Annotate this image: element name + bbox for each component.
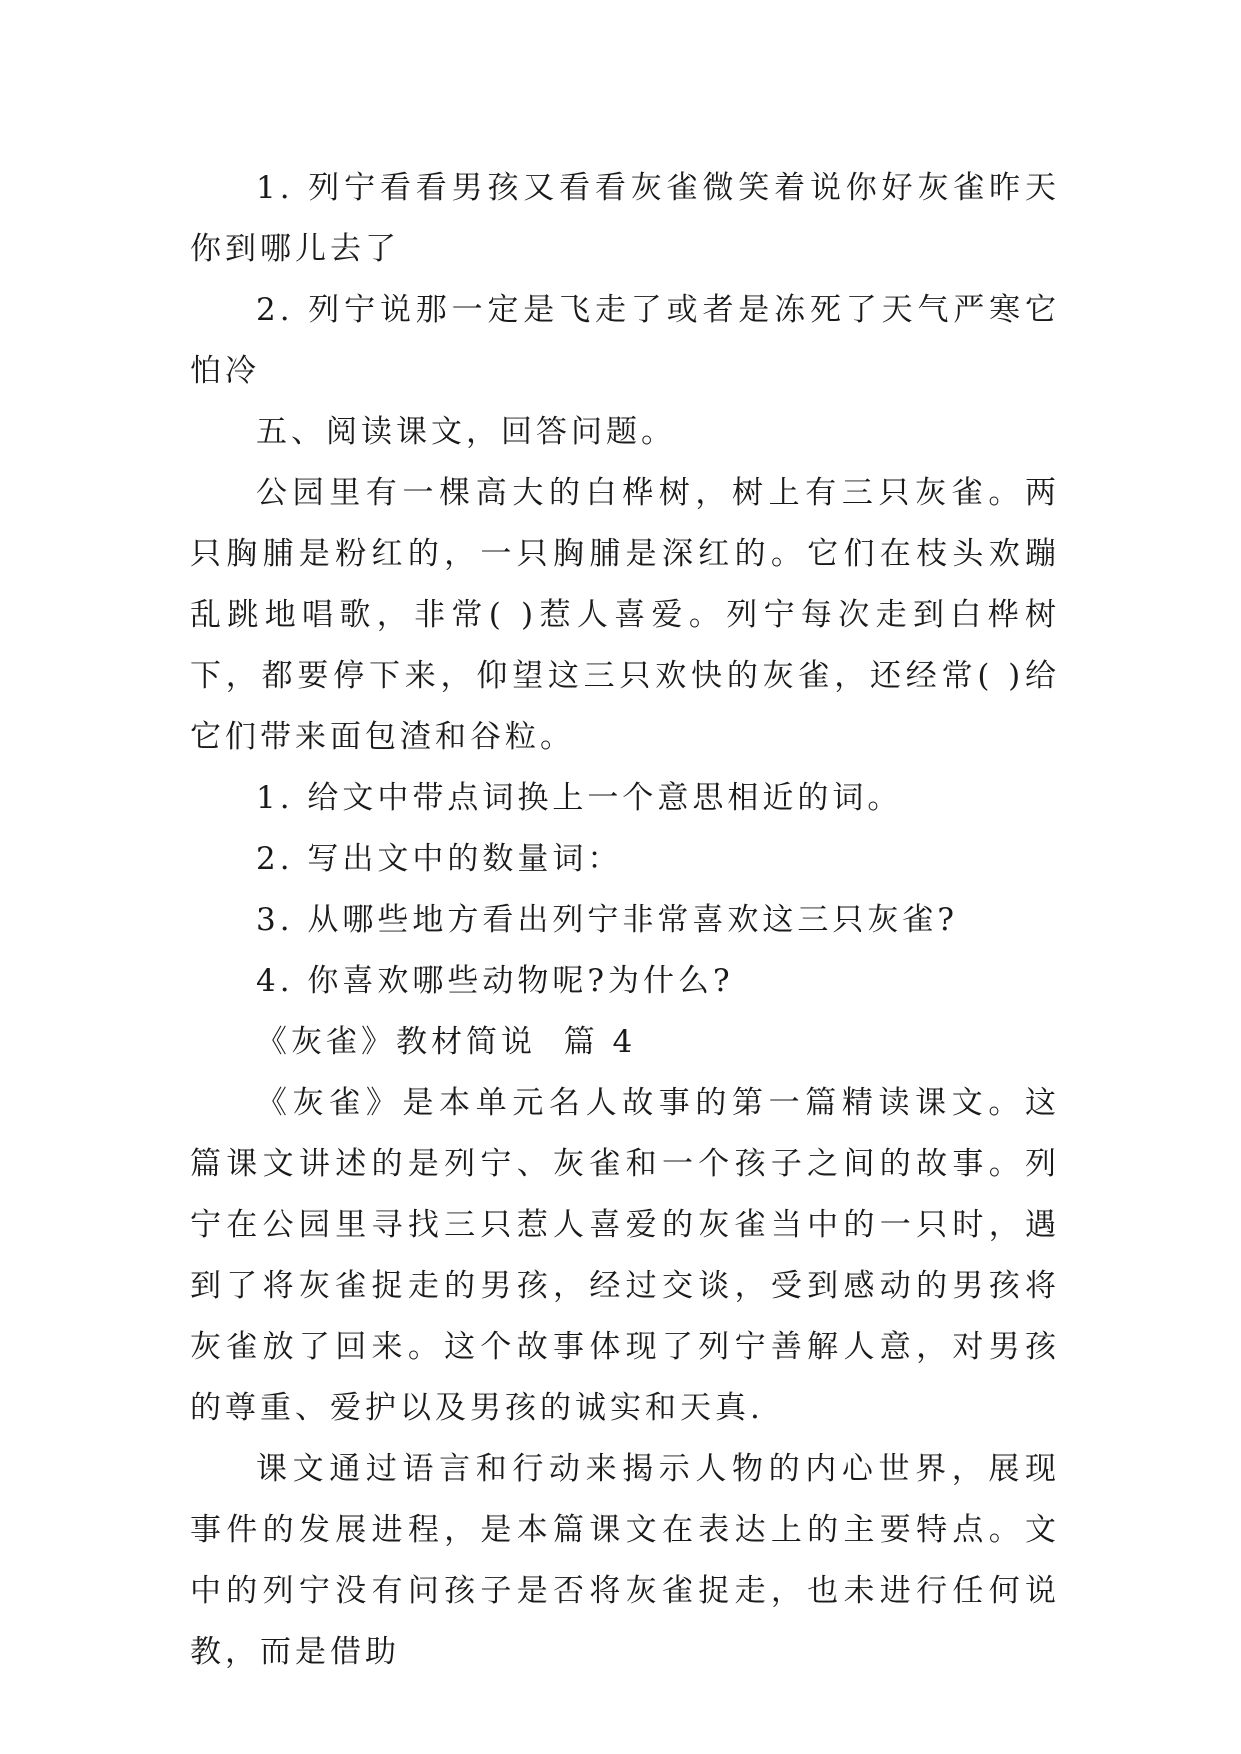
reading-passage: 公园里有一棵高大的白桦树，树上有三只灰雀。两只胸脯是粉红的，一只胸脯是深红的。它们在枝头欢蹦乱跳地唱歌，非常( )惹人喜爱。列宁每次走到白桦树下，都要停下来，仰望这三只欢快的灰雀，还经常( )给它们带来面包渣和谷粒。: [190, 475, 1060, 755]
question-1: 1. 给文中带点词换上一个意思相近的词。: [256, 780, 903, 816]
answer-2: 2. 列宁说那一定是飞走了或者是冻死了天气严寒它怕冷: [190, 292, 1060, 389]
question-2: 2. 写出文中的数量词：: [256, 841, 623, 877]
question-3: 3. 从哪些地方看出列宁非常喜欢这三只灰雀?: [256, 902, 959, 938]
article-paragraph-1: 《灰雀》是本单元名人故事的第一篇精读课文。这篇课文讲述的是列宁、灰雀和一个孩子之间的故事。列宁在公园里寻找三只惹人喜爱的灰雀当中的一只时，遇到了将灰雀捉走的男孩，经过交谈，受到感动的男孩将灰雀放了回来。这个故事体现了列宁善解人意，对男孩的尊重、爱护以及男孩的诚实和天真.: [190, 1085, 1060, 1426]
document-body: [190, 158, 1060, 1683]
section-heading-5: 五、阅读课文，回答问题。: [256, 414, 676, 450]
article-paragraph-2: 课文通过语言和行动来揭示人物的内心世界，展现事件的发展进程，是本篇课文在表达上的主要特点。文中的列宁没有问孩子是否将灰雀捉走，也未进行任何说教，而是借助: [190, 1451, 1060, 1670]
question-4: 4. 你喜欢哪些动物呢?为什么?: [256, 963, 734, 999]
article-title: 《灰雀》教材简说 篇 4: [256, 1024, 637, 1060]
answer-1: 1. 列宁看看男孩又看看灰雀微笑着说你好灰雀昨天你到哪儿去了: [190, 170, 1060, 267]
